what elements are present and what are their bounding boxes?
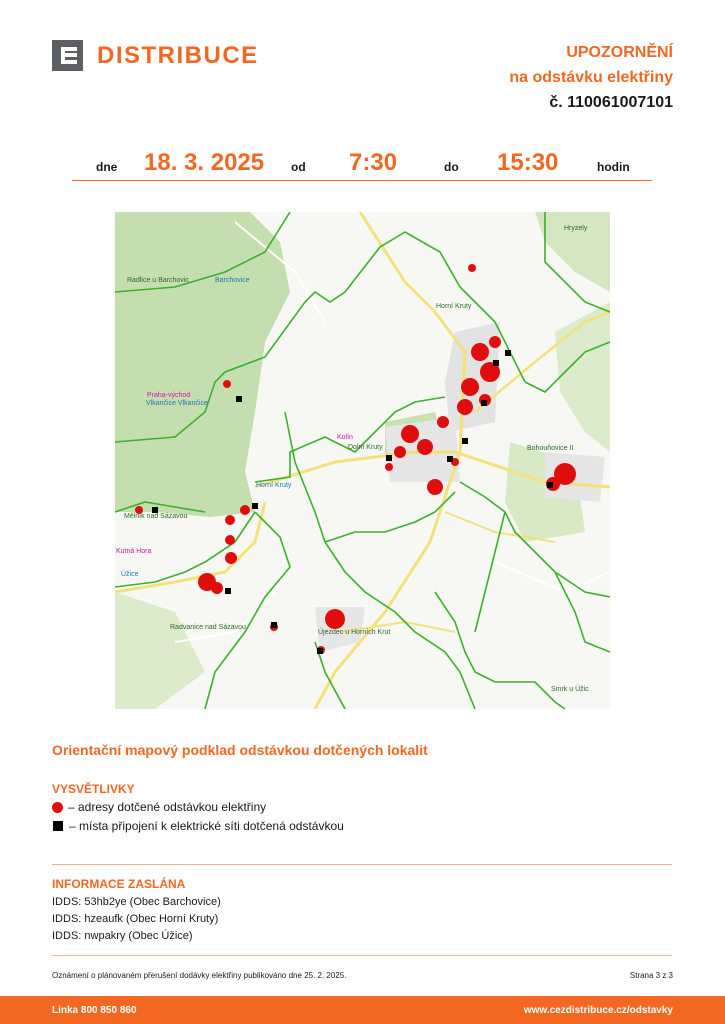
logo-text: DISTRIBUCE [97,41,259,69]
connection-point-marker [462,438,468,444]
place-label-ujezdec: Újezdec u Horních Krut [318,629,391,636]
end-time: 15:30 [497,149,559,176]
place-label-melnik: Mělník nad Sázavou [124,513,188,520]
notice-number: č. 110061007101 [549,94,673,111]
from-label: od [291,160,306,174]
place-label-horni-kruty-south: Horní Kruty [256,482,292,489]
published-note: Oznámení o plánovaném přerušení dodávky elektřiny publikováno dne 25. 2. 2025. [52,971,347,980]
place-label-radlice: Radlice u Barchovic [127,277,189,284]
legend-item-addresses [52,800,266,814]
place-label-uzice: Úžice [121,571,139,578]
place-label-horni-kruty-north: Horní Kruty [436,303,472,310]
hours-label: hodin [597,160,630,174]
place-label-hryzely: Hryzely [564,225,588,232]
info-line: IDDS: 53hb2ye (Obec Barchovice) [52,896,221,908]
to-label: do [444,160,459,174]
website-link[interactable]: www.cezdistribuce.cz/odstavky [523,1005,673,1016]
connection-point-marker [547,482,553,488]
start-time: 7:30 [349,149,398,176]
address-marker [417,439,433,455]
address-marker [437,416,449,428]
outage-schedule [72,150,652,181]
address-marker [211,582,223,594]
address-marker [223,380,231,388]
place-label-bohounovice: Bohouňovice II [527,445,574,452]
connection-point-marker [386,455,392,461]
connection-point-marker [252,503,258,509]
notice-heading [509,40,673,115]
place-label-praha-vychod: Praha-východ [147,392,191,399]
address-marker [468,264,476,272]
place-label-smrk: Smrk u Úžic [551,686,589,693]
address-marker [489,336,501,348]
connection-point-marker [505,350,511,356]
page-number: Strana 3 z 3 [629,971,673,980]
address-marker [457,399,473,415]
legend-label-addresses: – adresy dotčené odstávkou elektřiny [68,800,267,814]
connection-point-marker [493,360,499,366]
address-marker [225,535,235,545]
info-line: IDDS: nwpakry (Obec Úžice) [52,930,193,942]
address-marker [325,609,345,629]
footer-bar [0,996,725,1024]
address-marker [240,505,250,515]
address-marker [471,343,489,361]
place-label-dolni-kruty: Dolní Kruty [348,444,383,451]
address-marker [394,446,406,458]
legend-item-connections [52,819,344,833]
place-label-barchovice: Barchovice [215,277,250,284]
red-dot-icon [52,802,63,813]
map-caption: Orientační mapový podklad odstávkou dotčených lokalit [52,742,428,758]
info-line: IDDS: hzeaufk (Obec Horní Kruty) [52,913,219,925]
address-marker [385,463,393,471]
legend-label-connections: – místa připojení k elektrické síti dotčená odstávkou [69,819,344,833]
address-marker [225,515,235,525]
address-marker [461,378,479,396]
notice-subtitle: na odstávku elektřiny [509,69,673,86]
company-logo [52,40,259,71]
connection-point-marker [236,396,242,402]
place-label-kolin: Kolín [337,434,353,441]
place-label-kutna-hora: Kutná Hora [116,548,152,555]
hotline-number: Linka 800 850 860 [52,1005,137,1016]
divider [52,955,672,956]
cez-logo-icon [52,40,83,71]
connection-point-marker [271,622,277,628]
outage-map [115,212,610,709]
connection-point-marker [225,588,231,594]
outage-date: 18. 3. 2025 [144,149,265,176]
notice-title: UPOZORNĚNÍ [566,44,673,61]
connection-point-marker [317,648,323,654]
place-label-radvanice: Radvanice nad Sázavou [170,624,246,631]
connection-point-marker [481,400,487,406]
black-square-icon [53,821,63,831]
map-canvas [115,212,610,709]
address-marker [427,479,443,495]
address-marker [401,425,419,443]
connection-point-marker [447,456,453,462]
divider [52,864,672,865]
place-label-vlkancice: Vlkančice Vlkančice [146,400,208,407]
info-title: INFORMACE ZASLÁNA [52,877,186,891]
day-label: dne [96,160,118,174]
legend-title: VYSVĚTLIVKY [52,782,135,796]
address-marker [225,552,237,564]
